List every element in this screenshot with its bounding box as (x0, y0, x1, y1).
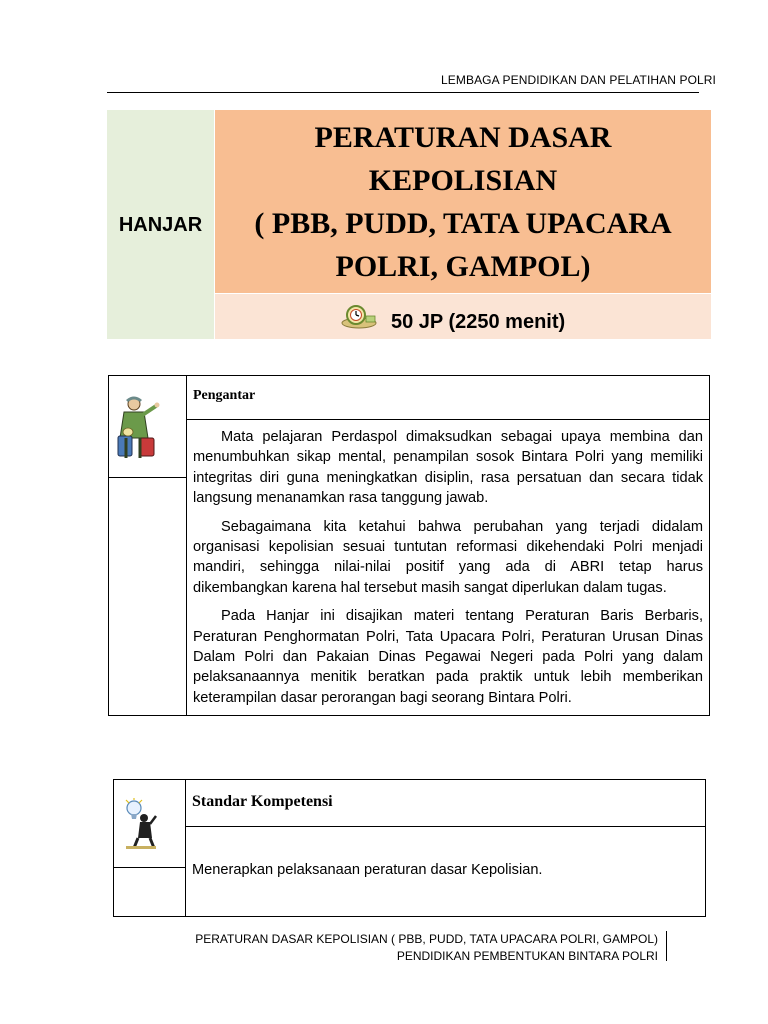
standar-body: Menerapkan pelaksanaan peraturan dasar Kepolisian. (192, 862, 543, 878)
idea-climber-icon (122, 798, 158, 852)
pengantar-box (108, 375, 710, 716)
header-divider (107, 92, 699, 93)
hanjar-label: HANJAR (118, 213, 203, 236)
pengantar-heading-divider (186, 419, 709, 420)
pengantar-icon-divider (109, 477, 186, 478)
duration-text: 50 JP (2250 menit) (391, 311, 566, 333)
clock-icon (340, 304, 378, 330)
pengantar-column-divider (186, 376, 187, 715)
title-cell (215, 110, 711, 293)
footer-divider (666, 931, 667, 961)
standar-icon-divider (114, 867, 185, 868)
footer-line-1: PERATURAN DASAR KEPOLISIAN ( PBB, PUDD, TATA UPACARA POLRI, GAMPOL) (195, 932, 658, 946)
title-line-4: POLRI, GAMPOL) (335, 249, 591, 283)
standar-column-divider (185, 780, 186, 916)
title-line-1: PERATURAN DASAR (314, 120, 612, 154)
footer-line-2: PENDIDIKAN PEMBENTUKAN BINTARA POLRI (396, 949, 658, 963)
header-institution: LEMBAGA PENDIDIKAN DAN PELATIHAN POLRI (441, 73, 716, 87)
duration-cell (215, 294, 711, 339)
pengantar-paragraph: Pada Hanjar ini disajikan materi tentang Peraturan Baris Berbaris, Peraturan Penghormatan Polri, Tata Upacara Polri, Peraturan Urusan Dinas Dalam Polri dan Pakaian Dinas Pegawai Negeri pada Polri yang dalam pelaksanaannya menitik beratkan pada praktik untuk lebih memberikan keterampilan dasar perorangan bagi seorang Bintara Polri. (193, 608, 703, 706)
pengantar-paragraph: Mata pelajaran Perdaspol dimaksudkan sebagai upaya membina dan menumbuhkan sikap mental, penampilan sosok Bintara Polri yang memiliki integritas diri guna meningkatkan disiplin, rasa persatuan dan secara tidak langsung menanamkan rasa tanggung jawab. (193, 429, 703, 507)
hanjar-label-cell (107, 110, 214, 339)
title-line-3: ( PBB, PUDD, TATA UPACARA (254, 206, 672, 240)
pengantar-heading: Pengantar (193, 388, 256, 403)
pengantar-body (193, 427, 703, 716)
standar-heading: Standar Kompetensi (192, 793, 333, 810)
footer (195, 931, 658, 965)
title-line-2: KEPOLISIAN (368, 163, 558, 197)
pengantar-paragraph: Sebagaimana kita ketahui bahwa perubahan yang terjadi didalam organisasi kepolisian sesuai tuntutan reformasi dikehendaki Polri menjadi mandiri, sehingga nilai-nilai positif yang ada di ABRI tetap harus dikembangkan karena hal tersebut masih sangat diperlukan dalam tugas. (193, 518, 703, 596)
standar-box (113, 779, 706, 917)
standar-heading-divider (185, 826, 705, 827)
presenter-icon (114, 392, 162, 464)
